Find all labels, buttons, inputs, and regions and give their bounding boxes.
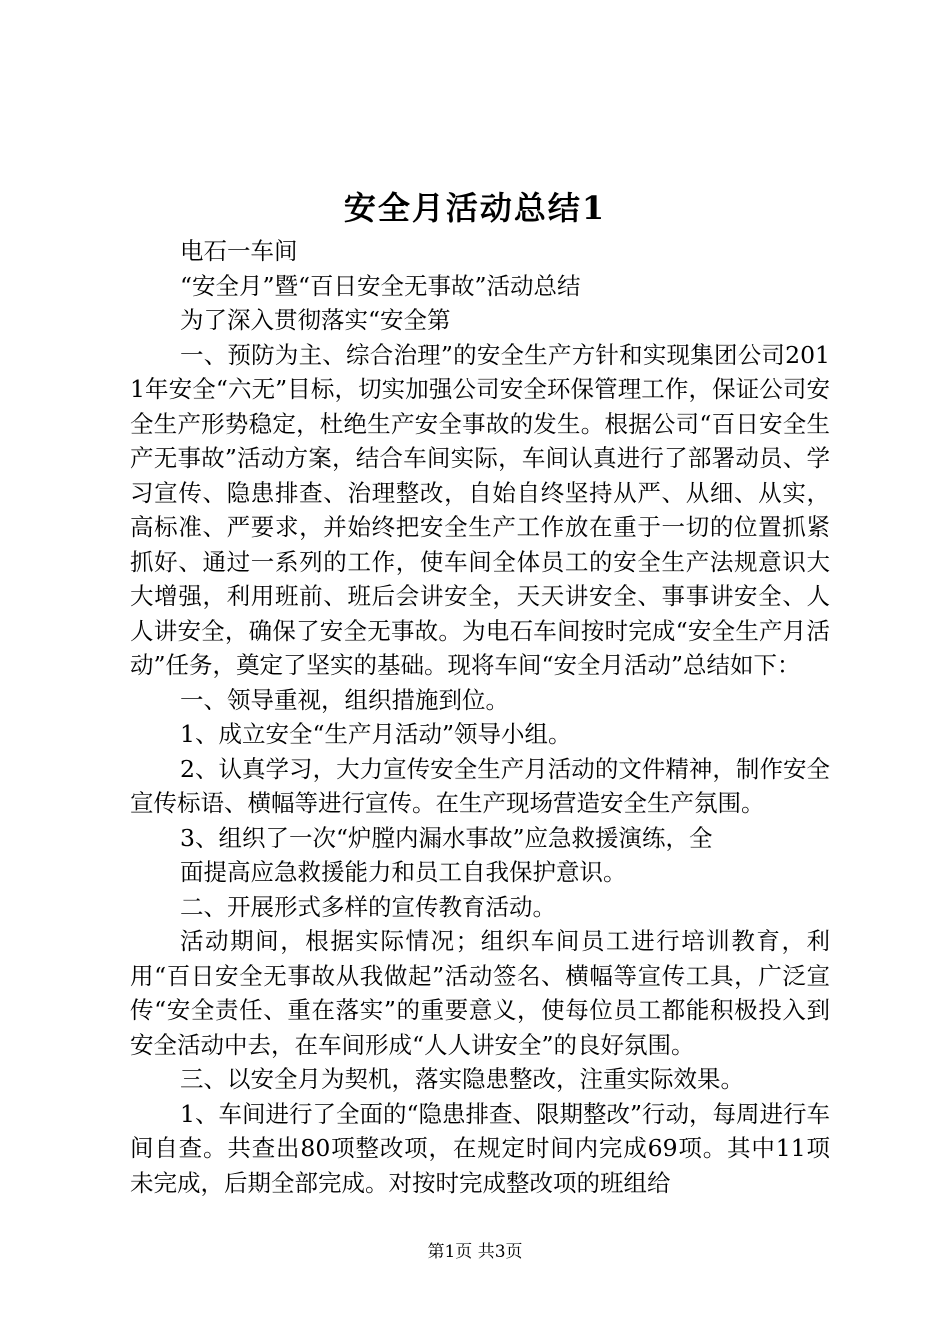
paragraph-workshop-name: 电石一车间 — [180, 237, 298, 265]
section-heading-3: 三、以安全月为契机，落实隐患整改，注重实际效果。 — [180, 1065, 744, 1093]
list-item-1-3-continued: 面提高应急救援能力和员工自我保护意识。 — [180, 858, 627, 886]
list-item-1-3: 3、组织了一次“炉膛内漏水事故”应急救援演练，全 — [180, 823, 713, 852]
list-item-3-1: 1、车间进行了全面的“隐患排查、限期整改”行动，每周进行车间自查。共查出80项整改项，在规定时间内完成69项。其中11项未完成，后期全部完成。对按时完成整改项的班组给 — [130, 1099, 830, 1197]
document-title: 安全月活动总结1 — [343, 189, 607, 227]
paragraph-intro-start: 为了深入贯彻落实“安全第 — [180, 306, 451, 334]
list-item-1-1: 1、成立安全“生产月活动”领导小组。 — [180, 720, 572, 748]
list-item-1-2: 2、认真学习，大力宣传安全生产月活动的文件精神，制作安全宣传标语、横幅等进行宣传。在生产现场营造安全生产氛围。 — [130, 754, 830, 817]
section-heading-1: 一、领导重视，组织措施到位。 — [180, 685, 509, 714]
paragraph-section-2-body: 活动期间，根据实际情况；组织车间员工进行培训教育，利用“百日安全无事故从我做起”活动签名、横幅等宣传工具，广泛宣传“安全责任、重在落实”的重要意义，使每位员工都能积极投入到安全活动中去，在车间形成“人人讲安全”的良好氛围。 — [130, 927, 830, 1059]
document-body — [130, 234, 830, 1200]
paragraph-intro-body: 一、预防为主、综合治理”的安全生产方针和实现集团公司2011年安全“六无”目标，切实加强公司安全环保管理工作，保证公司安全生产形势稳定，杜绝生产安全事故的发生。根据公司“百日安全生产无事故”活动方案，结合车间实际，车间认真进行了部署动员、学习宣传、隐患排查、治理整改，自始自终坚持从严、从细、从实，高标准、严要求，并始终把安全生产工作放在重于一切的位置抓紧抓好、通过一系列的工作，使车间全体员工的安全生产法规意识大大增强，利用班前、班后会讲安全，天天讲安全、事事讲安全、人人讲安全，确保了安全无事故。为电石车间按时完成“安全生产月活动”任务，奠定了坚实的基础。现将车间“安全月活动”总结如下： — [130, 340, 830, 679]
page-footer: 第1页 共3页 — [427, 1242, 523, 1262]
paragraph-subtitle: “安全月”暨“百日安全无事故”活动总结 — [180, 271, 581, 300]
section-heading-2: 二、开展形式多样的宣传教育活动。 — [180, 892, 556, 921]
